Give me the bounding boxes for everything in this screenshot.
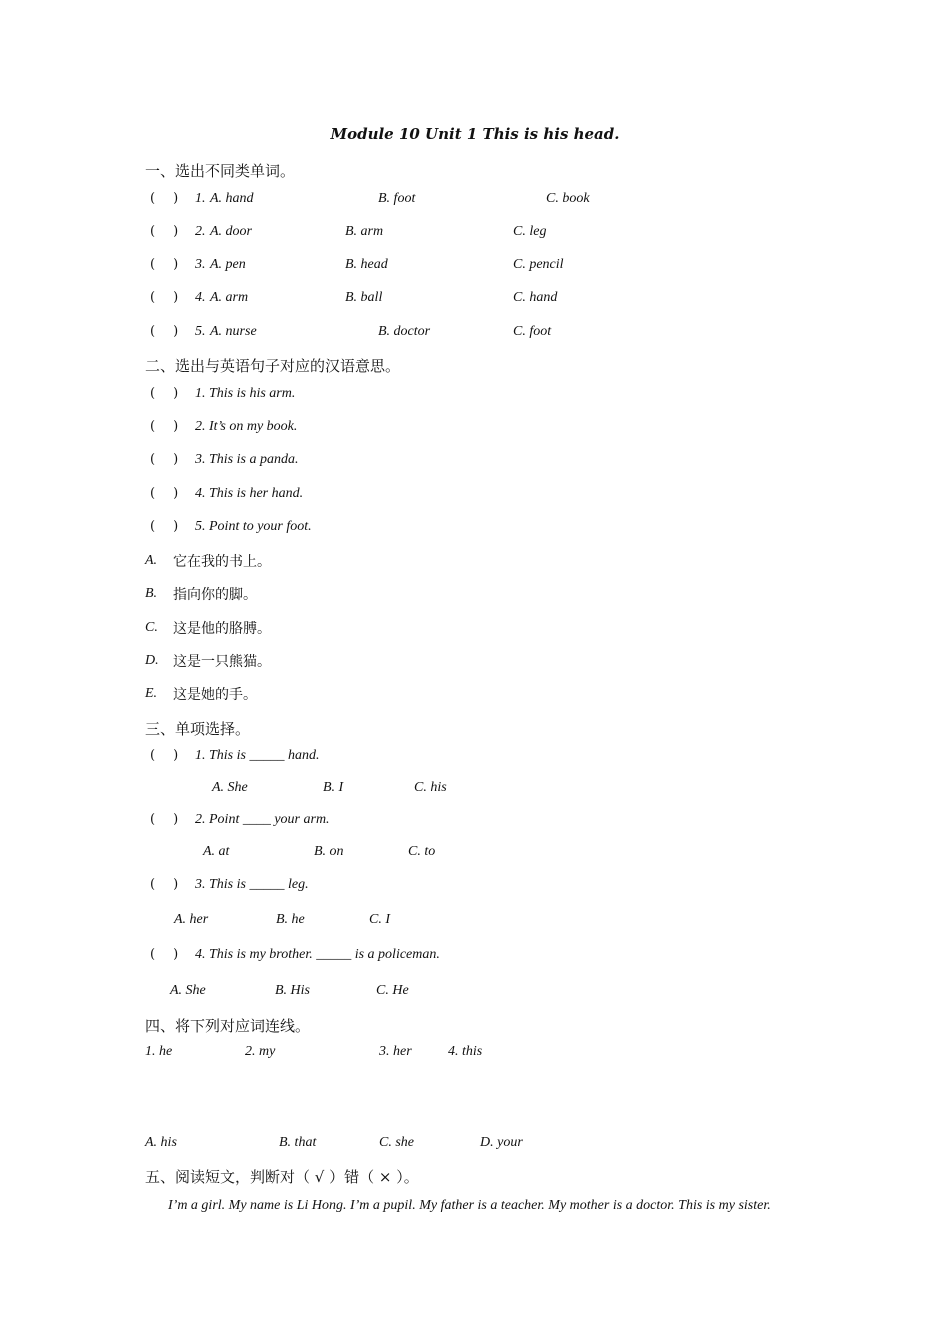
question: 1. This is _____ hand.: [195, 748, 320, 763]
section4-heading: 四、将下列对应词连线。: [145, 1017, 311, 1035]
option-a: A. pen: [210, 257, 246, 272]
option-text: 这是她的手。: [173, 687, 257, 703]
match-word: 3. her: [379, 1044, 412, 1059]
paren-open: (: [150, 290, 156, 305]
paren-close: ): [173, 191, 179, 206]
item-number: 1.: [195, 191, 206, 206]
option-c: C. book: [546, 191, 590, 206]
match-word: D. your: [480, 1135, 523, 1150]
reading-passage: I’m a girl. My name is Li Hong. I’m a pupil. My father is a teacher. My mother is a doctor. This is my sister.: [168, 1198, 771, 1213]
option-c: C. foot: [513, 324, 552, 339]
option-c: C. hand: [513, 290, 558, 305]
sentence: 3. This is a panda.: [195, 452, 299, 467]
section2-heading: 二、选出与英语句子对应的汉语意思。: [145, 357, 401, 375]
question: 4. This is my brother. _____ is a policeman.: [195, 947, 440, 962]
option-a: A. She: [170, 983, 206, 998]
paren-open: (: [150, 486, 156, 501]
paren-open: (: [150, 812, 156, 827]
match-word: C. she: [379, 1135, 414, 1150]
paren-close: ): [173, 877, 179, 892]
sentence: 1. This is his arm.: [195, 386, 296, 401]
paren-close: ): [173, 452, 179, 467]
option-letter: C.: [145, 620, 158, 635]
option-c: C. leg: [513, 224, 547, 239]
paren-open: (: [150, 257, 156, 272]
paren-open: (: [150, 748, 156, 763]
option-a: A. arm: [210, 290, 249, 305]
option-a: A. She: [212, 780, 248, 795]
option-b: B. doctor: [378, 324, 431, 339]
paren-close: ): [173, 324, 179, 339]
section3-heading: 三、单项选择。: [145, 720, 251, 738]
page-title: Module 10 Unit 1 This is his head.: [330, 125, 620, 143]
paren-close: ): [173, 257, 179, 272]
option-letter: D.: [145, 653, 159, 668]
item-number: 4.: [195, 290, 206, 305]
option-b: B. foot: [378, 191, 416, 206]
sentence: 4. This is her hand.: [195, 486, 304, 501]
option-a: A. door: [210, 224, 252, 239]
option-text: 指向你的脚。: [173, 587, 257, 603]
option-text: 它在我的书上。: [173, 554, 271, 570]
item-number: 2.: [195, 224, 206, 239]
sentence: 5. Point to your foot.: [195, 519, 312, 534]
section5-heading: 五、阅读短文，判断对（ √ ）错（ × ）。: [145, 1168, 419, 1186]
option-letter: E.: [145, 686, 158, 701]
paren-open: (: [150, 224, 156, 239]
question: 2. Point ____ your arm.: [195, 812, 330, 827]
option-b: B. I: [323, 780, 344, 795]
option-b: B. arm: [345, 224, 384, 239]
paren-open: (: [150, 191, 156, 206]
match-word: A. his: [145, 1135, 177, 1150]
option-a: A. hand: [210, 191, 254, 206]
option-c: C. He: [376, 983, 409, 998]
option-letter: A.: [145, 553, 158, 568]
paren-open: (: [150, 419, 156, 434]
option-b: B. ball: [345, 290, 383, 305]
item-number: 3.: [195, 257, 206, 272]
option-b: B. His: [275, 983, 310, 998]
option-b: B. on: [314, 844, 344, 859]
paren-open: (: [150, 386, 156, 401]
option-a: A. nurse: [210, 324, 257, 339]
option-b: B. he: [276, 912, 305, 927]
paren-close: ): [173, 419, 179, 434]
option-c: C. pencil: [513, 257, 564, 272]
option-c: C. I: [369, 912, 390, 927]
paren-close: ): [173, 519, 179, 534]
match-word: 1. he: [145, 1044, 173, 1059]
paren-open: (: [150, 877, 156, 892]
option-a: A. at: [203, 844, 230, 859]
section1-heading: 一、选出不同类单词。: [145, 162, 296, 180]
option-b: B. head: [345, 257, 388, 272]
paren-close: ): [173, 812, 179, 827]
option-text: 这是他的胳膊。: [173, 621, 271, 637]
match-word: 4. this: [448, 1044, 483, 1059]
option-letter: B.: [145, 586, 158, 601]
sentence: 2. It’s on my book.: [195, 419, 298, 434]
option-a: A. her: [174, 912, 209, 927]
item-number: 5.: [195, 324, 206, 339]
paren-close: ): [173, 224, 179, 239]
question: 3. This is _____ leg.: [195, 877, 309, 892]
match-word: B. that: [279, 1135, 317, 1150]
paren-close: ): [173, 748, 179, 763]
paren-open: (: [150, 452, 156, 467]
paren-open: (: [150, 947, 156, 962]
match-word: 2. my: [245, 1044, 276, 1059]
option-text: 这是一只熊猫。: [173, 654, 271, 670]
paren-open: (: [150, 324, 156, 339]
paren-close: ): [173, 947, 179, 962]
paren-close: ): [173, 486, 179, 501]
paren-open: (: [150, 519, 156, 534]
paren-close: ): [173, 386, 179, 401]
option-c: C. his: [414, 780, 447, 795]
option-c: C. to: [408, 844, 436, 859]
paren-close: ): [173, 290, 179, 305]
